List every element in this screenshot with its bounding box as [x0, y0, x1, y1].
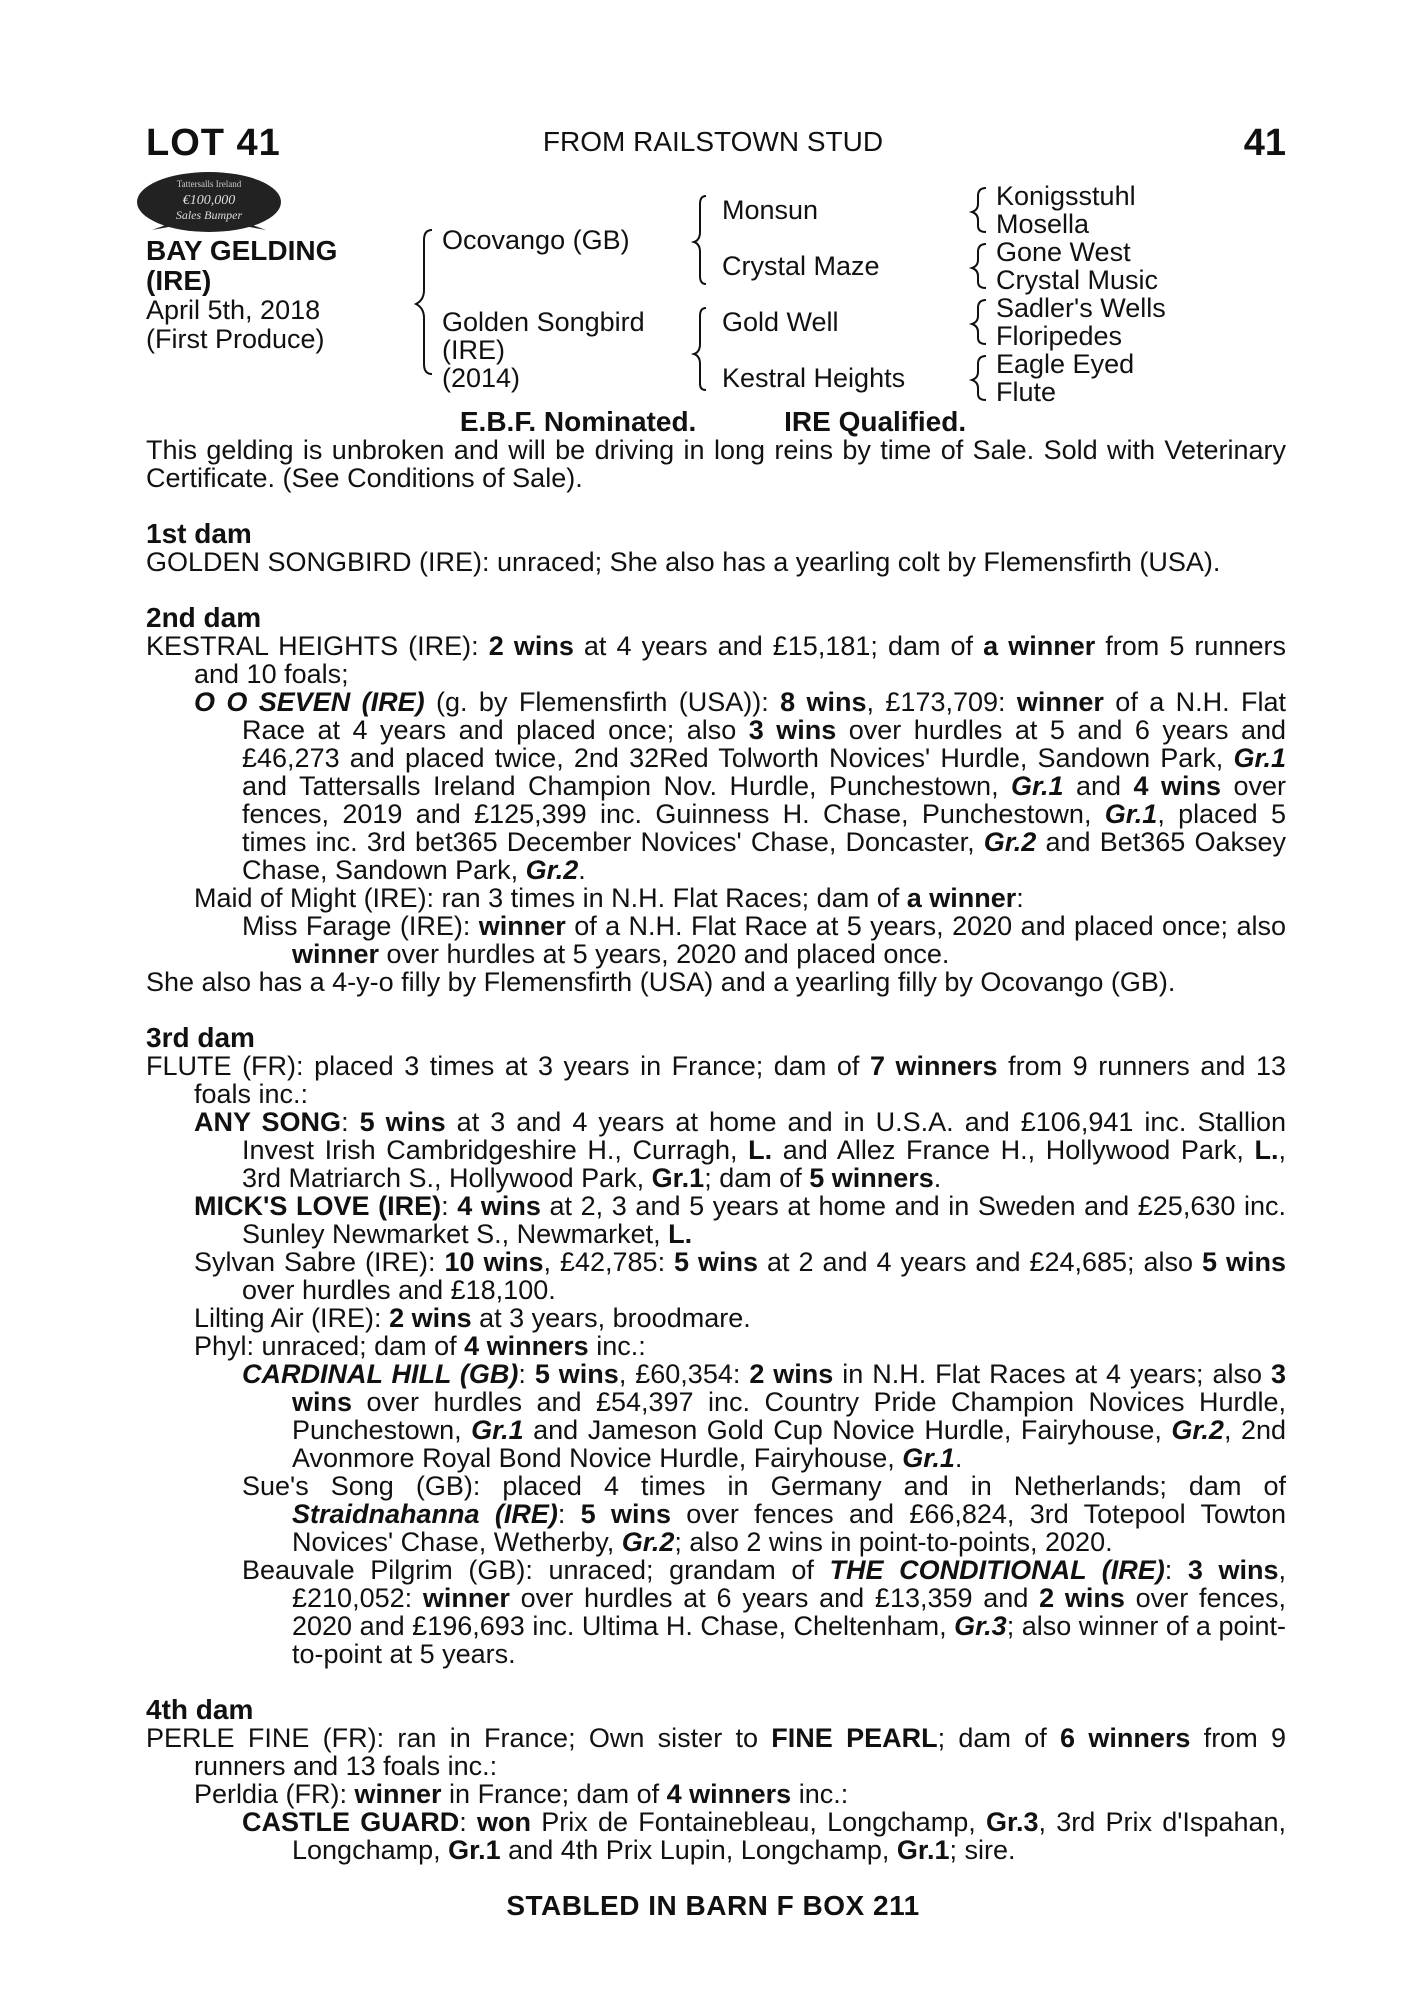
pedigree-braces — [0, 0, 1426, 420]
pedigree-gen3-1: Konigsstuhl — [996, 181, 1136, 211]
produce-o-o-seven: O O SEVEN (IRE) (g. by Flemensfirth (USA)): 8 wins, £173,709: winner of a N.H. Flat Race at 4 years and placed once; also 3 wins over hurdles at 5 and 6 years and £46,273 and placed twice, 2nd 32Red Tolworth Novices' Hurdle, Sandown Park, Gr.1 and Tattersalls Ireland Champion Nov. Hurdle, Punchestown, Gr.1 and 4 wins over fences, 2019 and £125,399 inc. Guinness H. Chase, Punchestown, Gr.1, placed 5 times inc. 3rd bet365 December Novices' Chase, Doncaster, Gr.2 and Bet365 Oaksey Chase, Sandown Park, Gr.2. — [194, 687, 1287, 885]
ire-qualified: IRE Qualified. — [784, 406, 967, 437]
second-dam-entry: KESTRAL HEIGHTS (IRE): 2 wins at 4 years and £15,181; dam of a winner from 5 runners and 10 foals; — [146, 631, 1286, 689]
produce-micks-love: MICK'S LOVE (IRE): 4 wins at 2, 3 and 5 years at home and in Sweden and £25,630 inc. Sunley Newmarket S., Newmarket, L. — [194, 1191, 1286, 1249]
lot-label: LOT 41 — [146, 122, 281, 164]
qualifications — [0, 406, 1426, 438]
produce-phyl: Phyl: unraced; dam of 4 winners inc.: — [194, 1331, 646, 1361]
second-dam-heading: 2nd dam — [146, 602, 262, 633]
produce-sylvan-sabre: Sylvan Sabre (IRE): 10 wins, £42,785: 5 wins at 2 and 4 years and £24,685; also 5 wins over hurdles and £18,100. — [194, 1247, 1287, 1305]
produce-note: (First Produce) — [146, 324, 325, 354]
badge-line-3: Sales Bumper — [175, 208, 243, 222]
pedigree-sire-dam: Crystal Maze — [722, 251, 880, 281]
produce-maid-of-might: Maid of Might (IRE): ran 3 times in N.H. Flat Races; dam of a winner: — [194, 883, 1024, 913]
produce-sues-song: Sue's Song (GB): placed 4 times in Germany and in Netherlands; dam of Straidnahanna (IRE): 5 wins over fences and £66,824, 3rd Totepool Towton Novices' Chase, Wetherby, Gr.2; also 2 wins in point-to-points, 2020. — [242, 1471, 1287, 1557]
pedigree-dam-name: Golden Songbird — [442, 307, 645, 337]
third-dam-heading: 3rd dam — [146, 1022, 255, 1053]
fourth-dam-heading: 4th dam — [146, 1694, 254, 1725]
pedigree-dam-year: (2014) — [442, 363, 521, 393]
produce-any-song: ANY SONG: 5 wins at 3 and 4 years at home and in U.S.A. and £106,941 inc. Stallion Invest Irish Cambridgeshire H., Curragh, L. and Allez France H., Hollywood Park, L., 3rd Matriarch S., Hollywood Park, Gr.1; dam of 5 winners. — [194, 1107, 1287, 1193]
pedigree-gen3-7: Eagle Eyed — [996, 349, 1135, 379]
produce-cardinal-hill: CARDINAL HILL (GB): 5 wins, £60,354: 2 wins in N.H. Flat Races at 4 years; also 3 wins over hurdles and £54,397 inc. Country Pride Champion Novices Hurdle, Punchestown, Gr.1 and Jameson Gold Cup Novice Hurdle, Fairyhouse, Gr.2, 2nd Avonmore Royal Bond Novice Hurdle, Fairyhouse, Gr.1. — [242, 1359, 1286, 1473]
pedigree-gen3-5: Sadler's Wells — [996, 293, 1166, 323]
pedigree-dam-dam: Kestral Heights — [722, 363, 906, 393]
pedigree-gen3-2: Mosella — [996, 209, 1090, 239]
produce-castle-guard: CASTLE GUARD: won Prix de Fontainebleau, Longchamp, Gr.3, 3rd Prix d'Ispahan, Longchamp, Gr.1 and 4th Prix Lupin, Longchamp, Gr.1; sire. — [242, 1807, 1286, 1865]
pedigree-gen3-6: Floripedes — [996, 321, 1123, 351]
pedigree-dam — [442, 308, 645, 392]
foaling-date: April 5th, 2018 — [146, 295, 321, 325]
horse-sex-colour: BAY GELDING — [146, 235, 338, 266]
catalogue-body — [146, 436, 1286, 1864]
badge-line-1: Tattersalls Ireland — [176, 179, 242, 189]
third-dam-entry: FLUTE (FR): placed 3 times at 3 years in France; dam of 7 winners from 9 runners and 13 foals inc.: — [146, 1051, 1287, 1109]
produce-beauvale-pilgrim: Beauvale Pilgrim (GB): unraced; grandam of THE CONDITIONAL (IRE): 3 wins, £210,052: winner over hurdles at 6 years and £13,359 and 2 wins over fences, 2020 and £196,693 inc. Ultima H. Chase, Cheltenham, Gr.3; also winner of a point-to-point at 5 years. — [242, 1555, 1287, 1669]
pedigree-sire-sire: Monsun — [722, 195, 819, 225]
fourth-dam-entry: PERLE FINE (FR): ran in France; Own sister to FINE PEARL; dam of 6 winners from 9 runners and 13 foals inc.: — [146, 1723, 1286, 1781]
pedigree-gen3-8: Flute — [996, 377, 1057, 407]
pedigree-gen3-4: Crystal Music — [996, 265, 1159, 295]
vendor-name: FROM RAILSTOWN STUD — [542, 126, 884, 157]
pedigree-dam-sire: Gold Well — [722, 307, 839, 337]
produce-miss-farage: Miss Farage (IRE): winner of a N.H. Flat Race at 5 years, 2020 and placed once; also winner over hurdles at 5 years, 2020 and placed once. — [242, 911, 1286, 969]
badge-line-2: €100,000 — [182, 193, 236, 208]
pedigree-dam-country: (IRE) — [442, 335, 505, 365]
lot-number: 41 — [1243, 122, 1286, 164]
pedigree-sire: Ocovango (GB) — [442, 225, 630, 255]
produce-perldia: Perldia (FR): winner in France; dam of 4 winners inc.: — [194, 1779, 849, 1809]
stabling-location: STABLED IN BARN F BOX 211 — [506, 1890, 920, 1921]
produce-lilting-air: Lilting Air (IRE): 2 wins at 3 years, broodmare. — [194, 1303, 751, 1333]
intro-text: This gelding is unbroken and will be driving in long reins by time of Sale. Sold with Veterinary Certificate. (See Conditions of Sale). — [146, 435, 1286, 493]
first-dam-heading: 1st dam — [146, 518, 252, 549]
first-dam-text: GOLDEN SONGBIRD (IRE): unraced; She also has a yearling colt by Flemensfirth (USA). — [146, 547, 1221, 577]
horse-country: (IRE) — [146, 265, 212, 296]
ebf-nominated: E.B.F. Nominated. — [459, 406, 697, 437]
second-dam-note: She also has a 4-y-o filly by Flemensfirth (USA) and a yearling filly by Ocovango (GB). — [146, 967, 1176, 997]
pedigree-gen3-3: Gone West — [996, 237, 1131, 267]
